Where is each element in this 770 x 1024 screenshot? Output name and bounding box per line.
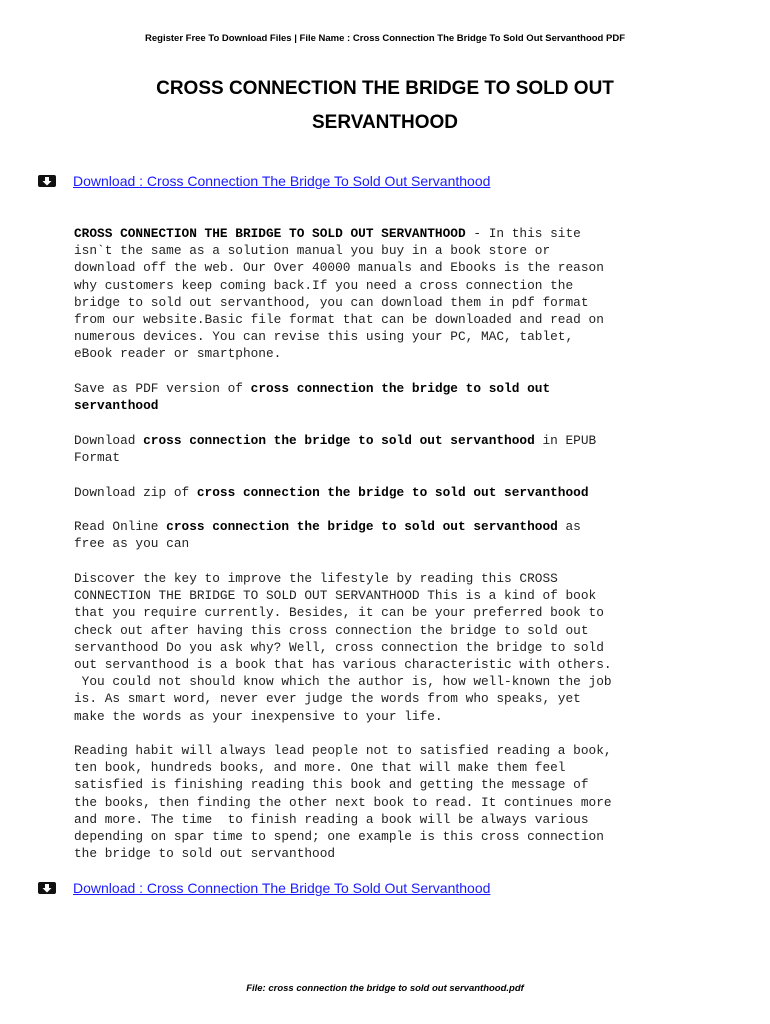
page-footer: File: cross connection the bridge to sold out servanthood.pdf — [246, 983, 524, 994]
page-title — [60, 72, 710, 140]
save-pdf-line: Save as PDF version of cross connection the bridge to sold out servanthood — [74, 381, 551, 414]
discover-paragraph: Discover the key to improve the lifestyle by reading this CROSS CONNECTION THE BRIDGE TO SOLD OUT SERVANTHOOD This is a kind of book that you require currently. Besides, it can be your preferred book to check out after having this cross connection the bridge to sold out servanthood Do you ask why? Well, cross connection the bridge to sold out servanthood is a book that has various characteristic with others. You could not should know which the author is, how well-known the job is. As smart word, never ever judge the words from who speaks, yet make the words as your inexpensive to your life. — [74, 571, 612, 724]
read-online-line: Read Online cross connection the bridge to sold out servanthood as free as you can — [74, 519, 581, 552]
download-link-top[interactable]: Download : Cross Connection The Bridge To Sold Out Servanthood — [73, 173, 491, 189]
download-icon[interactable] — [38, 882, 56, 894]
intro-bold-title: CROSS CONNECTION THE BRIDGE TO SOLD OUT SERVANTHOOD — [74, 226, 466, 241]
title-line-1: CROSS CONNECTION THE BRIDGE TO SOLD OUT — [156, 78, 614, 99]
download-link-bottom[interactable]: Download : Cross Connection The Bridge To Sold Out Servanthood — [73, 880, 491, 896]
epub-line: Download cross connection the bridge to sold out servanthood in EPUB Format — [74, 433, 597, 466]
page-header: Register Free To Download Files | File Name : Cross Connection The Bridge To Sold Out Servanthood PDF — [145, 33, 625, 44]
intro-paragraph: CROSS CONNECTION THE BRIDGE TO SOLD OUT SERVANTHOOD - In this site isn`t the same as a solution manual you buy in a book store or download off the web. Our Over 40000 manuals and Ebooks is the reason why customers keep coming back.If you need a cross connection the bridge to sold out servanthood, you can download them in pdf format from our website.Basic file format that can be downloaded and read on numerous devices. You can revise this using your PC, MAC, tablet, eBook reader or smartphone. — [74, 226, 604, 362]
zip-line: Download zip of cross connection the bridge to sold out servanthood — [74, 485, 589, 500]
reading-habit-paragraph: Reading habit will always lead people not to satisfied reading a book, ten book, hundreds books, and more. One that will make them feel satisfied is finishing reading this book and getting the message of the books, then finding the other next book to read. It continues more and more. The time to finish reading a book will be always various depending on spar time to spend; one example is this cross connection the bridge to sold out servanthood — [74, 743, 612, 862]
download-link-top-row[interactable] — [38, 173, 490, 189]
title-line-2: SERVANTHOOD — [311, 112, 459, 133]
download-link-bottom-row[interactable] — [38, 880, 490, 896]
download-icon[interactable] — [38, 175, 56, 187]
